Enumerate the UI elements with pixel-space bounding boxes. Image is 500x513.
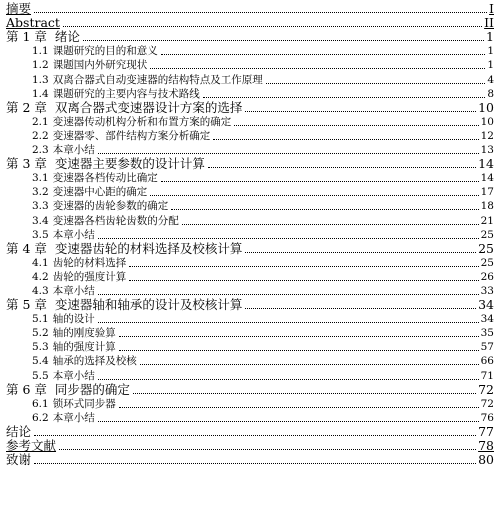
toc-entry-text: 课题研究的主要内容与技术路线 xyxy=(52,87,200,100)
toc-entry-title xyxy=(32,87,200,101)
toc-entry-text: 变速器的齿轮参数的确定 xyxy=(52,200,169,213)
toc-entry-text: 变速器各档传动比确定 xyxy=(52,172,158,185)
toc-section-entry[interactable] xyxy=(6,129,494,143)
toc-entry-title xyxy=(32,397,116,411)
toc-page-number: 57 xyxy=(480,341,494,354)
toc-page-number: 25 xyxy=(480,228,494,241)
toc-entry-title xyxy=(6,157,205,171)
toc-page-number: 1 xyxy=(487,59,494,72)
toc-entry-number: 4.1 xyxy=(32,256,49,269)
toc-entry-title xyxy=(32,284,95,298)
toc-entry-number: 5.1 xyxy=(32,313,49,326)
toc-entry-text: 本章小结 xyxy=(52,369,95,382)
toc-entry-text: 致谢 xyxy=(6,452,32,468)
dot-leader xyxy=(245,252,476,253)
dot-leader xyxy=(83,40,484,41)
toc-section-entry[interactable] xyxy=(6,87,494,101)
toc-entry-number: 4.3 xyxy=(32,284,49,297)
toc-entry-text: 轴承的选择及校核 xyxy=(52,355,137,368)
toc-page-number: 4 xyxy=(487,73,494,86)
toc-section-entry[interactable] xyxy=(6,270,494,284)
dot-leader xyxy=(119,350,479,351)
toc-section-entry[interactable] xyxy=(6,340,494,354)
toc-entry-number: 1.3 xyxy=(32,73,49,86)
toc-page-number: 71 xyxy=(480,369,494,382)
toc-section-entry[interactable] xyxy=(6,354,494,368)
toc-entry-text: 课题国内外研究现状 xyxy=(52,59,148,72)
toc-entry-number: 3.5 xyxy=(32,228,49,241)
dot-leader xyxy=(234,125,478,126)
dot-leader xyxy=(98,294,479,295)
toc-chapter-entry[interactable] xyxy=(6,383,494,397)
dot-leader xyxy=(98,322,479,323)
toc-entry-text: 变速器中心距的确定 xyxy=(52,186,148,199)
toc-entry-number: 5.5 xyxy=(32,369,49,382)
toc-page-number: II xyxy=(484,15,494,31)
toc-page-number: 26 xyxy=(480,270,494,283)
toc-entry-text: 变速器主要参数的设计计算 xyxy=(54,156,205,172)
dot-leader xyxy=(171,209,478,210)
toc-entry-text: 变速器轴和轴承的设计及校核计算 xyxy=(54,297,243,313)
toc-entry-text: 本章小结 xyxy=(52,411,95,424)
toc-entry-title xyxy=(32,58,147,72)
toc-page-number: 76 xyxy=(480,411,494,424)
dot-leader xyxy=(182,224,479,225)
toc-section-entry[interactable] xyxy=(6,185,494,199)
toc-entry-title xyxy=(32,171,158,185)
toc-page-number: 25 xyxy=(480,256,494,269)
toc-entry-title xyxy=(32,129,210,143)
toc-entry-text: 双离合器式变速器设计方案的选择 xyxy=(54,99,243,115)
toc-section-entry[interactable] xyxy=(6,312,494,326)
toc-page-number: 72 xyxy=(480,397,494,410)
toc-page-number: 14 xyxy=(478,156,494,172)
toc-entry-title xyxy=(32,312,95,326)
toc-chapter-entry[interactable] xyxy=(6,16,494,30)
toc-entry-title xyxy=(32,369,95,383)
toc-chapter-entry[interactable] xyxy=(6,453,494,467)
toc-entry-title xyxy=(32,185,147,199)
toc-entry-text: 轴的设计 xyxy=(52,313,95,326)
toc-entry-title xyxy=(6,2,31,16)
toc-entry-number: 1.1 xyxy=(32,45,49,58)
toc-entry-text: 课题研究的目的和意义 xyxy=(52,45,158,58)
toc-chapter-entry[interactable] xyxy=(6,157,494,171)
toc-page-number: 35 xyxy=(480,327,494,340)
dot-leader xyxy=(129,266,478,267)
toc-page-number: 78 xyxy=(478,438,494,453)
dot-leader xyxy=(119,407,479,408)
toc-entry-title xyxy=(32,256,126,270)
toc-chapter-entry[interactable] xyxy=(6,2,494,16)
toc-page-number: 12 xyxy=(480,129,494,142)
dot-leader xyxy=(34,463,476,464)
toc-entry-text: 齿轮的材料选择 xyxy=(52,256,127,269)
toc-chapter-entry[interactable] xyxy=(6,298,494,312)
toc-page-number: 34 xyxy=(478,297,494,313)
toc-page-number: 18 xyxy=(480,200,494,213)
dot-leader xyxy=(63,26,482,27)
toc-entry-number: 第 4 章 xyxy=(6,240,47,256)
toc-entry-text: 齿轮的强度计算 xyxy=(52,270,127,283)
toc-section-entry[interactable] xyxy=(6,411,494,425)
toc-page-number: 25 xyxy=(478,240,494,256)
dot-leader xyxy=(98,379,479,380)
toc-entry-text: 本章小结 xyxy=(52,144,95,157)
toc-entry-text: 变速器零、部件结构方案分析确定 xyxy=(52,129,211,142)
toc-entry-title xyxy=(32,143,95,157)
toc-entry-text: Abstract xyxy=(6,15,60,31)
toc-entry-text: 变速器各档齿轮齿数的分配 xyxy=(52,214,179,227)
dot-leader xyxy=(119,336,479,337)
toc-section-entry[interactable] xyxy=(6,44,494,58)
toc-entry-number: 1.4 xyxy=(32,87,49,100)
dot-leader xyxy=(133,393,476,394)
toc-entry-number: 5.3 xyxy=(32,341,49,354)
toc-entry-title xyxy=(32,228,95,242)
dot-leader xyxy=(203,97,486,98)
toc-section-entry[interactable] xyxy=(6,143,494,157)
toc-section-entry[interactable] xyxy=(6,199,494,213)
toc-entry-title xyxy=(32,354,137,368)
dot-leader xyxy=(150,68,485,69)
dot-leader xyxy=(34,12,487,13)
toc-section-entry[interactable] xyxy=(6,256,494,270)
toc-section-entry[interactable] xyxy=(6,58,494,72)
toc-entry-text: 双离合器式自动变速器的结构特点及工作原理 xyxy=(52,73,263,86)
toc-entry-title xyxy=(6,242,242,256)
dot-leader xyxy=(129,280,478,281)
toc-page-number: 66 xyxy=(480,355,494,368)
toc-entry-number: 3.2 xyxy=(32,186,49,199)
toc-entry-number: 2.3 xyxy=(32,144,49,157)
toc-entry-title xyxy=(6,298,242,312)
dot-leader xyxy=(34,435,476,436)
dot-leader xyxy=(150,195,478,196)
toc-entry-text: 轴的刚度验算 xyxy=(52,327,116,340)
dot-leader xyxy=(140,364,479,365)
table-of-contents xyxy=(6,2,494,467)
toc-entry-title xyxy=(6,16,60,30)
toc-entry-title xyxy=(32,199,168,213)
toc-section-entry[interactable] xyxy=(6,72,494,86)
toc-entry-text: 结论 xyxy=(6,423,32,439)
toc-page-number: 80 xyxy=(478,452,494,468)
toc-page-number: I xyxy=(489,1,494,17)
toc-entry-title xyxy=(32,270,126,284)
toc-section-entry[interactable] xyxy=(6,368,494,382)
toc-entry-title xyxy=(6,383,130,397)
toc-entry-title xyxy=(32,326,116,340)
toc-page-number: 10 xyxy=(478,99,494,115)
toc-entry-title xyxy=(6,101,242,115)
toc-section-entry[interactable] xyxy=(6,284,494,298)
toc-entry-number: 1.2 xyxy=(32,59,49,72)
toc-entry-number: 4.2 xyxy=(32,270,49,283)
toc-entry-number: 3.3 xyxy=(32,200,49,213)
toc-chapter-entry[interactable] xyxy=(6,242,494,256)
toc-section-entry[interactable] xyxy=(6,171,494,185)
toc-entry-title xyxy=(6,30,80,44)
toc-page-number: 14 xyxy=(480,172,494,185)
toc-entry-text: 变速器齿轮的材料选择及校核计算 xyxy=(54,240,243,256)
toc-entry-number: 第 1 章 xyxy=(6,29,47,45)
toc-entry-title xyxy=(6,425,31,439)
toc-entry-text: 绪论 xyxy=(54,29,80,45)
toc-entry-text: 参考文献 xyxy=(6,438,57,453)
toc-entry-text: 同步器的确定 xyxy=(54,381,130,397)
toc-entry-text: 摘要 xyxy=(6,1,32,17)
toc-page-number: 77 xyxy=(478,423,494,439)
toc-page-number: 13 xyxy=(480,144,494,157)
toc-entry-title xyxy=(32,411,95,425)
toc-entry-title xyxy=(6,439,56,453)
toc-entry-text: 锁环式同步器 xyxy=(52,397,116,410)
toc-chapter-entry[interactable] xyxy=(6,439,494,453)
dot-leader xyxy=(161,54,486,55)
toc-entry-number: 第 2 章 xyxy=(6,99,47,115)
toc-section-entry[interactable] xyxy=(6,326,494,340)
toc-page-number: 72 xyxy=(478,381,494,397)
dot-leader xyxy=(213,139,478,140)
toc-entry-number: 5.2 xyxy=(32,327,49,340)
toc-entry-number: 2.2 xyxy=(32,129,49,142)
dot-leader xyxy=(245,111,476,112)
toc-section-entry[interactable] xyxy=(6,228,494,242)
toc-entry-title xyxy=(6,453,31,467)
toc-entry-number: 第 5 章 xyxy=(6,297,47,313)
toc-page-number: 21 xyxy=(480,214,494,227)
toc-page-number: 8 xyxy=(487,87,494,100)
dot-leader xyxy=(245,308,476,309)
toc-entry-title xyxy=(32,73,263,87)
toc-entry-number: 6.1 xyxy=(32,397,49,410)
toc-page-number: 34 xyxy=(480,313,494,326)
toc-entry-title xyxy=(32,115,231,129)
toc-entry-title xyxy=(32,214,179,228)
toc-section-entry[interactable] xyxy=(6,397,494,411)
toc-entry-number: 3.4 xyxy=(32,214,49,227)
toc-entry-number: 3.1 xyxy=(32,172,49,185)
toc-entry-number: 2.1 xyxy=(32,115,49,128)
toc-entry-number: 5.4 xyxy=(32,355,49,368)
toc-section-entry[interactable] xyxy=(6,115,494,129)
toc-page-number: 33 xyxy=(480,284,494,297)
toc-entry-title xyxy=(32,340,116,354)
dot-leader xyxy=(161,181,479,182)
dot-leader xyxy=(208,167,476,168)
toc-section-entry[interactable] xyxy=(6,213,494,227)
toc-chapter-entry[interactable] xyxy=(6,30,494,44)
dot-leader xyxy=(98,421,479,422)
toc-page-number: 1 xyxy=(487,45,494,58)
toc-entry-text: 本章小结 xyxy=(52,228,95,241)
toc-entry-text: 变速器传动机构分析和布置方案的确定 xyxy=(52,115,232,128)
toc-entry-number: 第 3 章 xyxy=(6,156,47,172)
toc-chapter-entry[interactable] xyxy=(6,425,494,439)
toc-entry-number: 第 6 章 xyxy=(6,381,47,397)
dot-leader xyxy=(98,238,479,239)
toc-page-number: 10 xyxy=(480,115,494,128)
toc-entry-text: 本章小结 xyxy=(52,284,95,297)
dot-leader xyxy=(59,449,476,450)
toc-entry-title xyxy=(32,44,158,58)
toc-chapter-entry[interactable] xyxy=(6,101,494,115)
dot-leader xyxy=(266,83,486,84)
dot-leader xyxy=(98,153,479,154)
toc-entry-text: 轴的强度计算 xyxy=(52,341,116,354)
toc-page-number: 1 xyxy=(486,29,494,45)
toc-entry-number: 6.2 xyxy=(32,411,49,424)
toc-page-number: 17 xyxy=(480,186,494,199)
